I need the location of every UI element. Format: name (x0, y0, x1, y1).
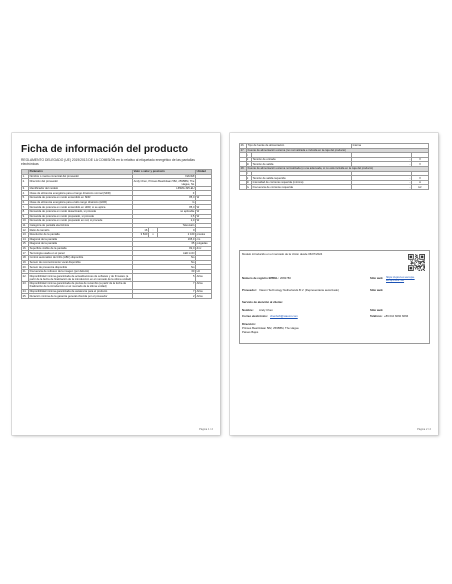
parameters-table (21, 169, 212, 299)
row-number: 14. (22, 237, 29, 242)
row-number: 2. (22, 179, 29, 187)
row-value: No (133, 260, 196, 265)
table-row (22, 282, 212, 290)
product-fiche-page-1 (12, 133, 220, 435)
row-unit: dm² (196, 246, 212, 251)
row-number: 5. (22, 196, 29, 201)
row-subnumber: ii (247, 176, 252, 181)
product-fiche-page-2 (230, 133, 438, 435)
row-unit: V (412, 162, 429, 167)
row-number: 13. (22, 232, 29, 237)
row-value: F (133, 191, 196, 196)
row-unit: W (196, 196, 212, 201)
row-value-separator: : (149, 228, 158, 233)
row-unit: Hz (412, 185, 429, 190)
row-subnumber: i (247, 171, 252, 176)
row-value: - (352, 162, 412, 167)
row-subnumber: iii (247, 162, 252, 167)
row-unit: píxeles (196, 232, 212, 237)
row-parameter: Demanda de potencia en modo preparado, si procede (29, 214, 133, 219)
row-value: No (133, 265, 196, 270)
row-unit (196, 179, 212, 187)
row-number: 8. (22, 209, 29, 214)
regulation-text: REGLAMENTO DELEGADO (UE) 2019/2013 DE LA COMISIÓN en lo relativo al etiquetado energético de las pantallas electrónicas (21, 158, 195, 167)
row-parameter: Duración mínima de la garantía general ofrecida por el proveedor (29, 294, 133, 299)
row-value: 85,0 (133, 196, 196, 201)
row-parameter: Disponibilidad mínima garantizada de asistencia para el producto (29, 289, 133, 294)
row-value: - (352, 185, 412, 190)
row-parameter: Tensión de entrada (252, 157, 352, 162)
row-unit: W (196, 209, 212, 214)
name-label: Nombre: (242, 308, 254, 312)
row-parameter: Sensor de presencia disponible (29, 265, 133, 270)
row-parameter: Tecnología usada en el panel (29, 251, 133, 256)
row-unit: pulgadas (196, 242, 212, 247)
row-value: 165,0 (133, 237, 196, 242)
row-value: - (352, 180, 412, 185)
supplier-label: Proveedor: (242, 288, 257, 292)
table-row: 26. Tipo de fuente de alimentación Interna (240, 144, 429, 149)
row-parameter: Diagonal de la pantalla (29, 242, 133, 247)
row-value: LED LCD (133, 251, 196, 256)
row-parameter: Clase de eficiencia energética para el rango dinámico normal (SDR) (29, 191, 133, 196)
row-number: 10. (22, 219, 29, 224)
row-value: 85,0 (133, 205, 196, 210)
row-number: 27. (240, 148, 247, 153)
power-supply-table (239, 143, 429, 190)
row-value: 2 (133, 294, 196, 299)
row-parameter: Dirección del proveedor (29, 179, 133, 187)
row-unit: Años (196, 282, 212, 290)
page-title: Ficha de información del producto (21, 144, 188, 155)
row-number: 15. (22, 242, 29, 247)
row-number: 23. (22, 282, 29, 290)
row-unit: Hz (196, 269, 212, 274)
row-value: G (133, 200, 196, 205)
row-unit: W (196, 205, 212, 210)
row-value-a: 16 (133, 228, 149, 233)
table-row (22, 179, 212, 187)
row-value: 60 (133, 269, 196, 274)
name-value: Andy Chen (259, 308, 273, 312)
row-parameter: Identificador del modelo (29, 186, 133, 191)
row-unit: cm (196, 237, 212, 242)
supplier-website-label: Sitio web: (370, 288, 384, 292)
row-parameter: Frecuencia de refresco de la imagen (por defecto) (29, 269, 133, 274)
eprel-url-link[interactable]: https://eprel.ec.europa.eu/qr/2082780 (386, 275, 415, 283)
row-value-a: 3 840 (133, 232, 149, 237)
row-parameter: Superficie visible de la pantalla (29, 246, 133, 251)
row-number: 21. (22, 269, 29, 274)
table-row (22, 294, 212, 299)
row-value: Televisión (133, 223, 196, 228)
eprel-value: 2082780 (280, 276, 291, 280)
row-unit: Años (196, 274, 212, 282)
row-number: 25. (22, 294, 29, 299)
row-value-separator: x (149, 232, 158, 237)
row-number: 19. (22, 260, 29, 265)
row-number: 28. (240, 167, 247, 172)
header-value: Valor o valor y precisión (133, 170, 196, 175)
row-parameter: Tensión de salida requerida (252, 176, 352, 181)
row-value: L65MA-SPLEU (133, 186, 196, 191)
group-label: Fuente de alimentación externa (no normalizada e incluida en la caja del producto) (247, 148, 429, 153)
row-value: - (352, 176, 412, 181)
phone-label: Teléfono: (370, 314, 383, 318)
row-value-b: 2 160 (158, 232, 196, 237)
row-value: 5 (133, 274, 196, 282)
supplier-value: Xiaomi Technology Netherlands B.V. (Representante autorizado) (259, 288, 339, 292)
row-value: 7 (133, 282, 196, 290)
row-number: 4. (22, 191, 29, 196)
country-value: Países Bajos (242, 330, 259, 334)
page-footer: Página 1 / 2 (199, 428, 213, 431)
email-label: Correo electrónico: (242, 314, 268, 318)
row-spacer (240, 185, 247, 190)
row-value: XIAOMI (133, 174, 196, 179)
row-value-b: 9 (158, 228, 196, 233)
row-parameter: Sensor de reconocimiento vocal disponible (29, 260, 133, 265)
row-unit: Años (196, 289, 212, 294)
row-parameter: Frecuencia de corriente requerida (252, 185, 352, 190)
eprel-label: Número de registro EPREL: (242, 276, 279, 280)
row-subnumber: i (247, 153, 252, 158)
row-subnumber: iv (247, 185, 252, 190)
website-label: Sitio web: (370, 276, 384, 280)
page-footer: Página 2 / 2 (417, 428, 431, 431)
row-value: Andy Chen, Prinses Beatrixlaan 582, 2595BM, The Hague, NL (133, 179, 195, 186)
row-unit: V (412, 157, 429, 162)
row-value: - (352, 157, 412, 162)
row-value: No (133, 255, 196, 260)
address-label: Dirección: (242, 322, 256, 326)
row-unit: A (412, 180, 429, 185)
service-label: Servicio de atención al cliente: (242, 300, 283, 304)
row-parameter: Tensión de salida (252, 162, 352, 167)
row-parameter: Diagonal de la pantalla (29, 237, 133, 242)
row-unit: W (196, 219, 212, 224)
row-value: 7 (133, 289, 196, 294)
group-label: Fuente de alimentación externa normalizada (o una adecuada, si no está incluida en la caja del producto) (247, 167, 429, 172)
row-value: 2,0 (133, 219, 196, 224)
row-parameter: Ratio de tamaño (29, 228, 133, 233)
row-number: 20. (22, 265, 29, 270)
email-link[interactable]: chenbo6@xiaomi.com (270, 314, 298, 318)
row-parameter: Categoría de pantalla electrónica (29, 223, 133, 228)
row-parameter: Demanda de potencia en modo preparado en red, si procede (29, 219, 133, 224)
row-parameter: Intensidad de corriente requerida (mínima) (252, 180, 352, 185)
row-value: 82,0 (133, 246, 196, 251)
row-number: 7. (22, 205, 29, 210)
row-number: 24. (22, 289, 29, 294)
header-param: Parámetro (29, 170, 133, 175)
row-number: 18. (22, 255, 29, 260)
phone-value: +86 010 6060 6666 (384, 314, 409, 318)
table-row (22, 274, 212, 282)
row-parameter: Resolución de la pantalla (29, 232, 133, 237)
row-parameter: Disponibilidad mínima garantizada de actualizaciones de software y de firmware (a partir de la fecha de finalización de la introducción en el mercado de la última unidad) (29, 274, 132, 281)
row-number: 12. (22, 228, 29, 233)
row-parameter: Disponibilidad mínima garantizada de piezas de recambio (a partir de la fecha de finalización de la introducción en el mercado de la última unidad) (29, 282, 133, 290)
row-parameter: Clase de eficiencia energética para el alto rango dinámico (HDR) (29, 200, 133, 205)
header-unit: Unidad (196, 170, 212, 175)
service-website-label: Sitio web: (370, 308, 384, 312)
qr-code-icon (408, 254, 425, 271)
row-value: 65 (133, 242, 196, 247)
supplier-info-box (239, 250, 430, 344)
row-unit: W (196, 214, 212, 219)
row-number: 3. (22, 186, 29, 191)
row-value: 0,5 (133, 214, 196, 219)
row-parameter: Nombre o marca comercial del proveedor (29, 174, 133, 179)
intro-text: Modelo introducido en el mercado de la Unión desde 06/07/2024 (242, 252, 323, 256)
row-parameter: Control automático de brillo (ABC) disponible (29, 255, 133, 260)
row-number: 16. (22, 246, 29, 251)
row-subnumber: ii (247, 157, 252, 162)
row-subnumber: iii (247, 180, 252, 185)
row-number: 6. (22, 200, 29, 205)
row-number: 1. (22, 174, 29, 179)
table-row (240, 185, 429, 190)
row-parameter: Demanda de potencia en modo desactivado, si procede (29, 209, 133, 214)
row-number: 22. (22, 274, 29, 282)
row-number: 11. (22, 223, 29, 228)
row-parameter: Demanda de potencia en modo encendido en SDR (29, 196, 133, 201)
row-number: 9. (22, 214, 29, 219)
row-value: no aplicable (133, 209, 196, 214)
row-number: 17. (22, 251, 29, 256)
row-unit: V (412, 176, 429, 181)
row-parameter: Demanda de potencia en modo encendido en HDR, si se aplica (29, 205, 133, 210)
row-unit: Años (196, 294, 212, 299)
address-value: Prinses Beatrixlaan 582, 2595BM, The Hague (242, 326, 299, 330)
